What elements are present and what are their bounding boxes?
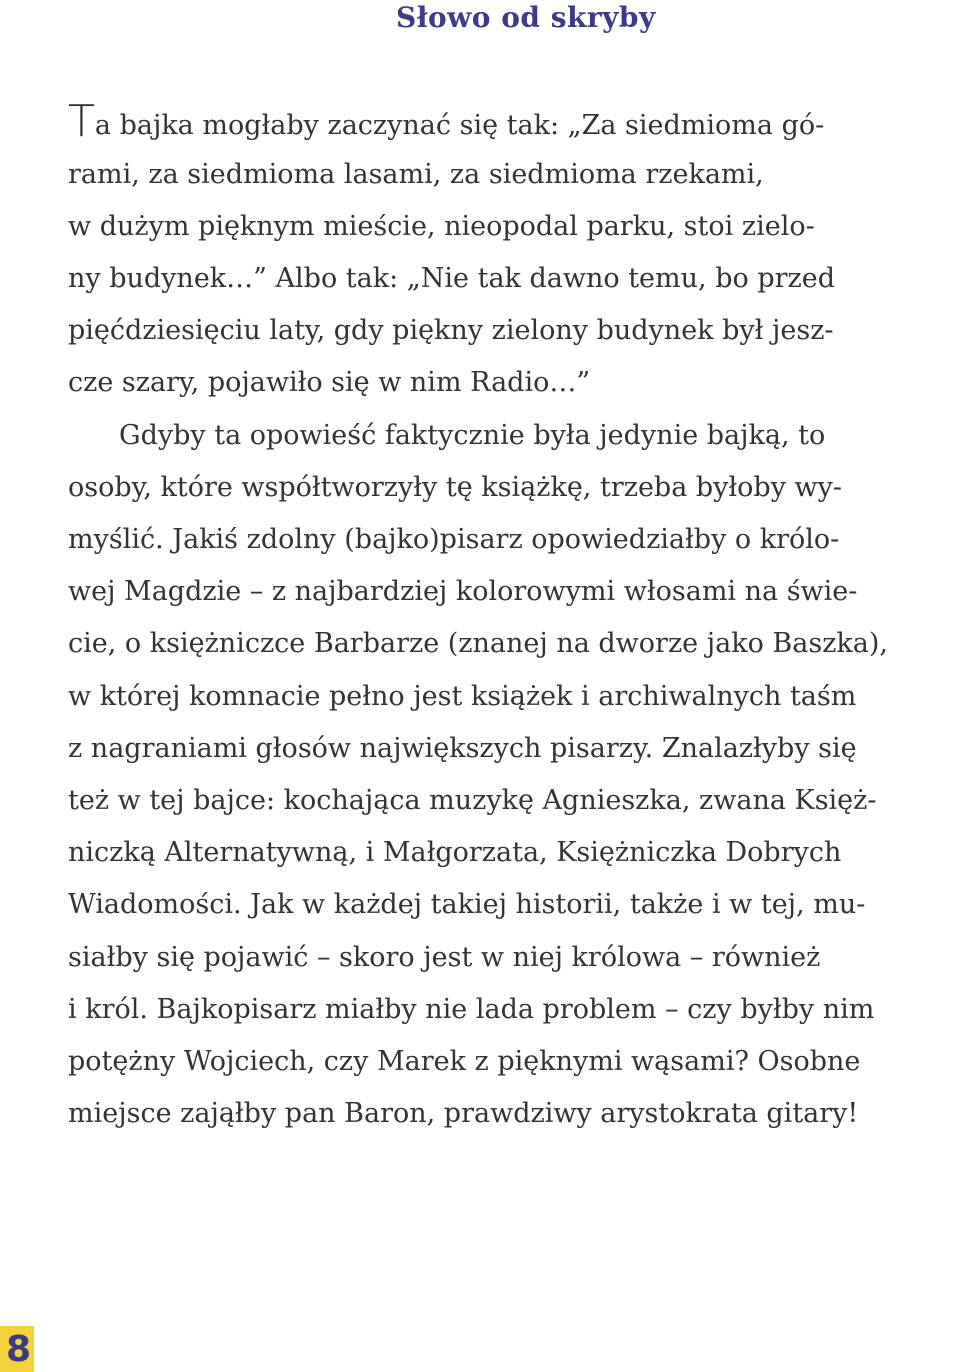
text-line-1-content: a bajka mogłaby zaczynać się tak: „Za siedmioma gó- [94,110,825,141]
text-line-13: z nagraniami głosów największych pisarzy. Znalazłyby się [68,733,857,764]
text-line-16: Wiadomości. Jak w każdej takiej historii, także i w tej, mu- [68,889,866,920]
page-number-tab [0,1326,34,1372]
text-line-11: cie, o księżniczce Barbarze (znanej na dworze jako Baszka), [68,628,889,659]
text-line-19: potężny Wojciech, czy Marek z pięknymi wąsami? Osobne [68,1046,861,1077]
text-line-9: myślić. Jakiś zdolny (bajko)pisarz opowiedziałby o królo- [68,524,840,555]
page-title: Słowo od skryby [396,1,656,34]
text-line-18: i król. Bajkopisarz miałby nie lada problem – czy byłby nim [68,994,875,1025]
text-line-4: ny budynek…” Albo tak: „Nie tak dawno temu, bo przed [68,263,835,294]
text-line-20: miejsce zająłby pan Baron, prawdziwy arystokrata gitary! [68,1098,859,1129]
text-line-14: też w tej bajce: kochająca muzykę Agnieszka, zwana Księż- [68,785,877,816]
text-line-1 [68,96,824,148]
text-line-7-indented: Gdyby ta opowieść faktycznie była jedynie bajką, to [119,420,826,451]
text-line-12: w której komnacie pełno jest książek i archiwalnych taśm [68,681,857,712]
text-line-6: cze szary, pojawiło się w nim Radio…” [68,367,591,398]
text-line-17: siałby się pojawić – skoro jest w niej królowa – również [68,942,821,973]
text-line-3: w dużym pięknym mieście, nieopodal parku, stoi zielo- [68,211,815,242]
text-line-2: rami, za siedmioma lasami, za siedmioma rzekami, [68,159,764,190]
page-number: 8 [6,1329,32,1370]
text-line-15: niczką Alternatywną, i Małgorzata, Księżniczka Dobrych [68,837,842,868]
text-line-10: wej Magdzie – z najbardziej kolorowymi włosami na świe- [68,576,858,607]
text-line-5: pięćdziesięciu laty, gdy piękny zielony budynek był jesz- [68,315,834,346]
drop-cap: T [68,96,95,147]
text-line-8: osoby, które współtworzyły tę książkę, trzeba byłoby wy- [68,472,843,503]
